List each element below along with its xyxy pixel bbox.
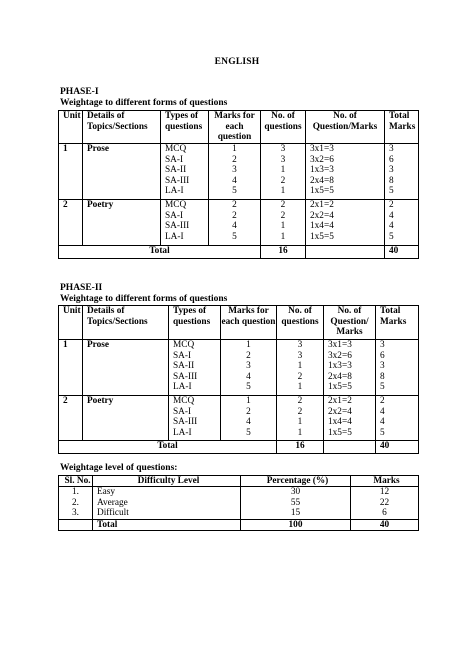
unit-topic: Poetry [83,396,169,441]
col-header-marks: Marks [351,476,419,487]
question-types: MCQ SA-I SA-II SA-III LA-I [173,340,198,393]
marks-each: 1 2 3 4 5 [232,144,237,197]
unit-number: 1 [59,144,83,200]
total-row [59,519,419,530]
col-header-types: Types of questions [161,111,209,144]
col-header-topics: Details of Topics/Sections [83,306,169,340]
total-label: Total [93,519,241,530]
document-title: ENGLISH [214,57,260,67]
marks-values: 12 22 6 [379,487,390,519]
difficulty-levels: Easy Average Difficult [97,487,129,519]
difficulty-table [58,475,419,531]
unit-number: 1 [59,340,83,396]
phase-1-heading: PHASE-I [60,87,99,97]
col-header-question-marks: No. of Question/ Marks [324,306,376,340]
phase-2-table [58,305,419,454]
no-questions: 2 2 1 1 [297,396,303,438]
phase-1-subheading: Weightage to different forms of questions [60,98,228,108]
question-types: MCQ SA-I SA-III LA-I [165,200,190,242]
unit-number: 2 [59,396,83,441]
col-header-marks-each: Marks for each question [209,111,261,144]
total-questions: 16 [277,441,324,454]
table-row [59,144,419,200]
sl-numbers: 1. 2. 3. [72,487,79,519]
col-header-total-marks: Total Marks [385,111,419,144]
marks-each: 1 2 3 4 5 [246,340,251,393]
no-questions: 3 3 1 2 1 [297,340,303,393]
col-header-types: Types of questions [169,306,221,340]
marks-each: 1 2 4 5 [246,396,251,438]
total-label: Total [59,441,277,454]
table-row [59,340,419,396]
unit-topic: Prose [83,340,169,396]
total-marks-sum: 40 [376,441,419,454]
col-header-sl-no: Sl. No. [59,476,93,487]
total-row [59,246,419,259]
percentages: 30 55 15 [290,487,301,519]
question-types: MCQ SA-I SA-III LA-I [173,396,198,438]
question-marks-calc: 2x1=2 2x2=4 1x4=4 1x5=5 [310,200,334,242]
total-marks: 3 6 3 8 5 [389,144,394,197]
marks-each: 2 2 4 5 [232,200,237,242]
unit-number: 2 [59,200,83,246]
col-header-percentage: Percentage (%) [241,476,351,487]
phase-2-subheading: Weightage to different forms of questions [60,294,228,304]
phase-2-heading: PHASE-II [60,283,103,293]
total-questions: 16 [261,246,306,259]
col-header-total-marks: Total Marks [376,306,419,340]
col-header-difficulty: Difficulty Level [93,476,241,487]
no-questions: 2 2 1 1 [280,200,286,242]
total-marks-sum: 40 [351,519,419,530]
total-label: Total [59,246,261,259]
col-header-no-questions: No. of questions [261,111,306,144]
unit-topic: Poetry [83,200,161,246]
unit-topic: Prose [83,144,161,200]
question-marks-calc: 2x1=2 2x2=4 1x4=4 1x5=5 [328,396,352,438]
col-header-unit: Unit [59,111,83,144]
table-row [59,487,419,520]
no-questions: 3 3 1 2 1 [280,144,286,197]
total-percentage: 100 [241,519,351,530]
col-header-marks-each: Marks for each question [221,306,277,340]
col-header-unit: Unit [59,306,83,340]
phase-1-table [58,110,419,259]
table-row [59,396,419,441]
total-marks: 2 4 4 5 [389,200,394,242]
total-marks: 2 4 4 5 [380,396,385,438]
question-marks-calc: 3x1=3 3x2=6 1x3=3 2x4=8 1x5=5 [310,144,334,197]
col-header-topics: Details of Topics/Sections [83,111,161,144]
total-marks: 3 6 3 8 5 [380,340,385,393]
table-row [59,200,419,246]
col-header-question-marks: No. of Question/Marks [306,111,385,144]
total-row [59,441,419,454]
total-marks-sum: 40 [385,246,419,259]
question-marks-calc: 3x1=3 3x2=6 1x3=3 2x4=8 1x5=5 [328,340,352,393]
col-header-no-questions: No. of questions [277,306,324,340]
difficulty-heading: Weightage level of questions: [60,463,178,473]
question-types: MCQ SA-I SA-II SA-III LA-I [165,144,190,197]
